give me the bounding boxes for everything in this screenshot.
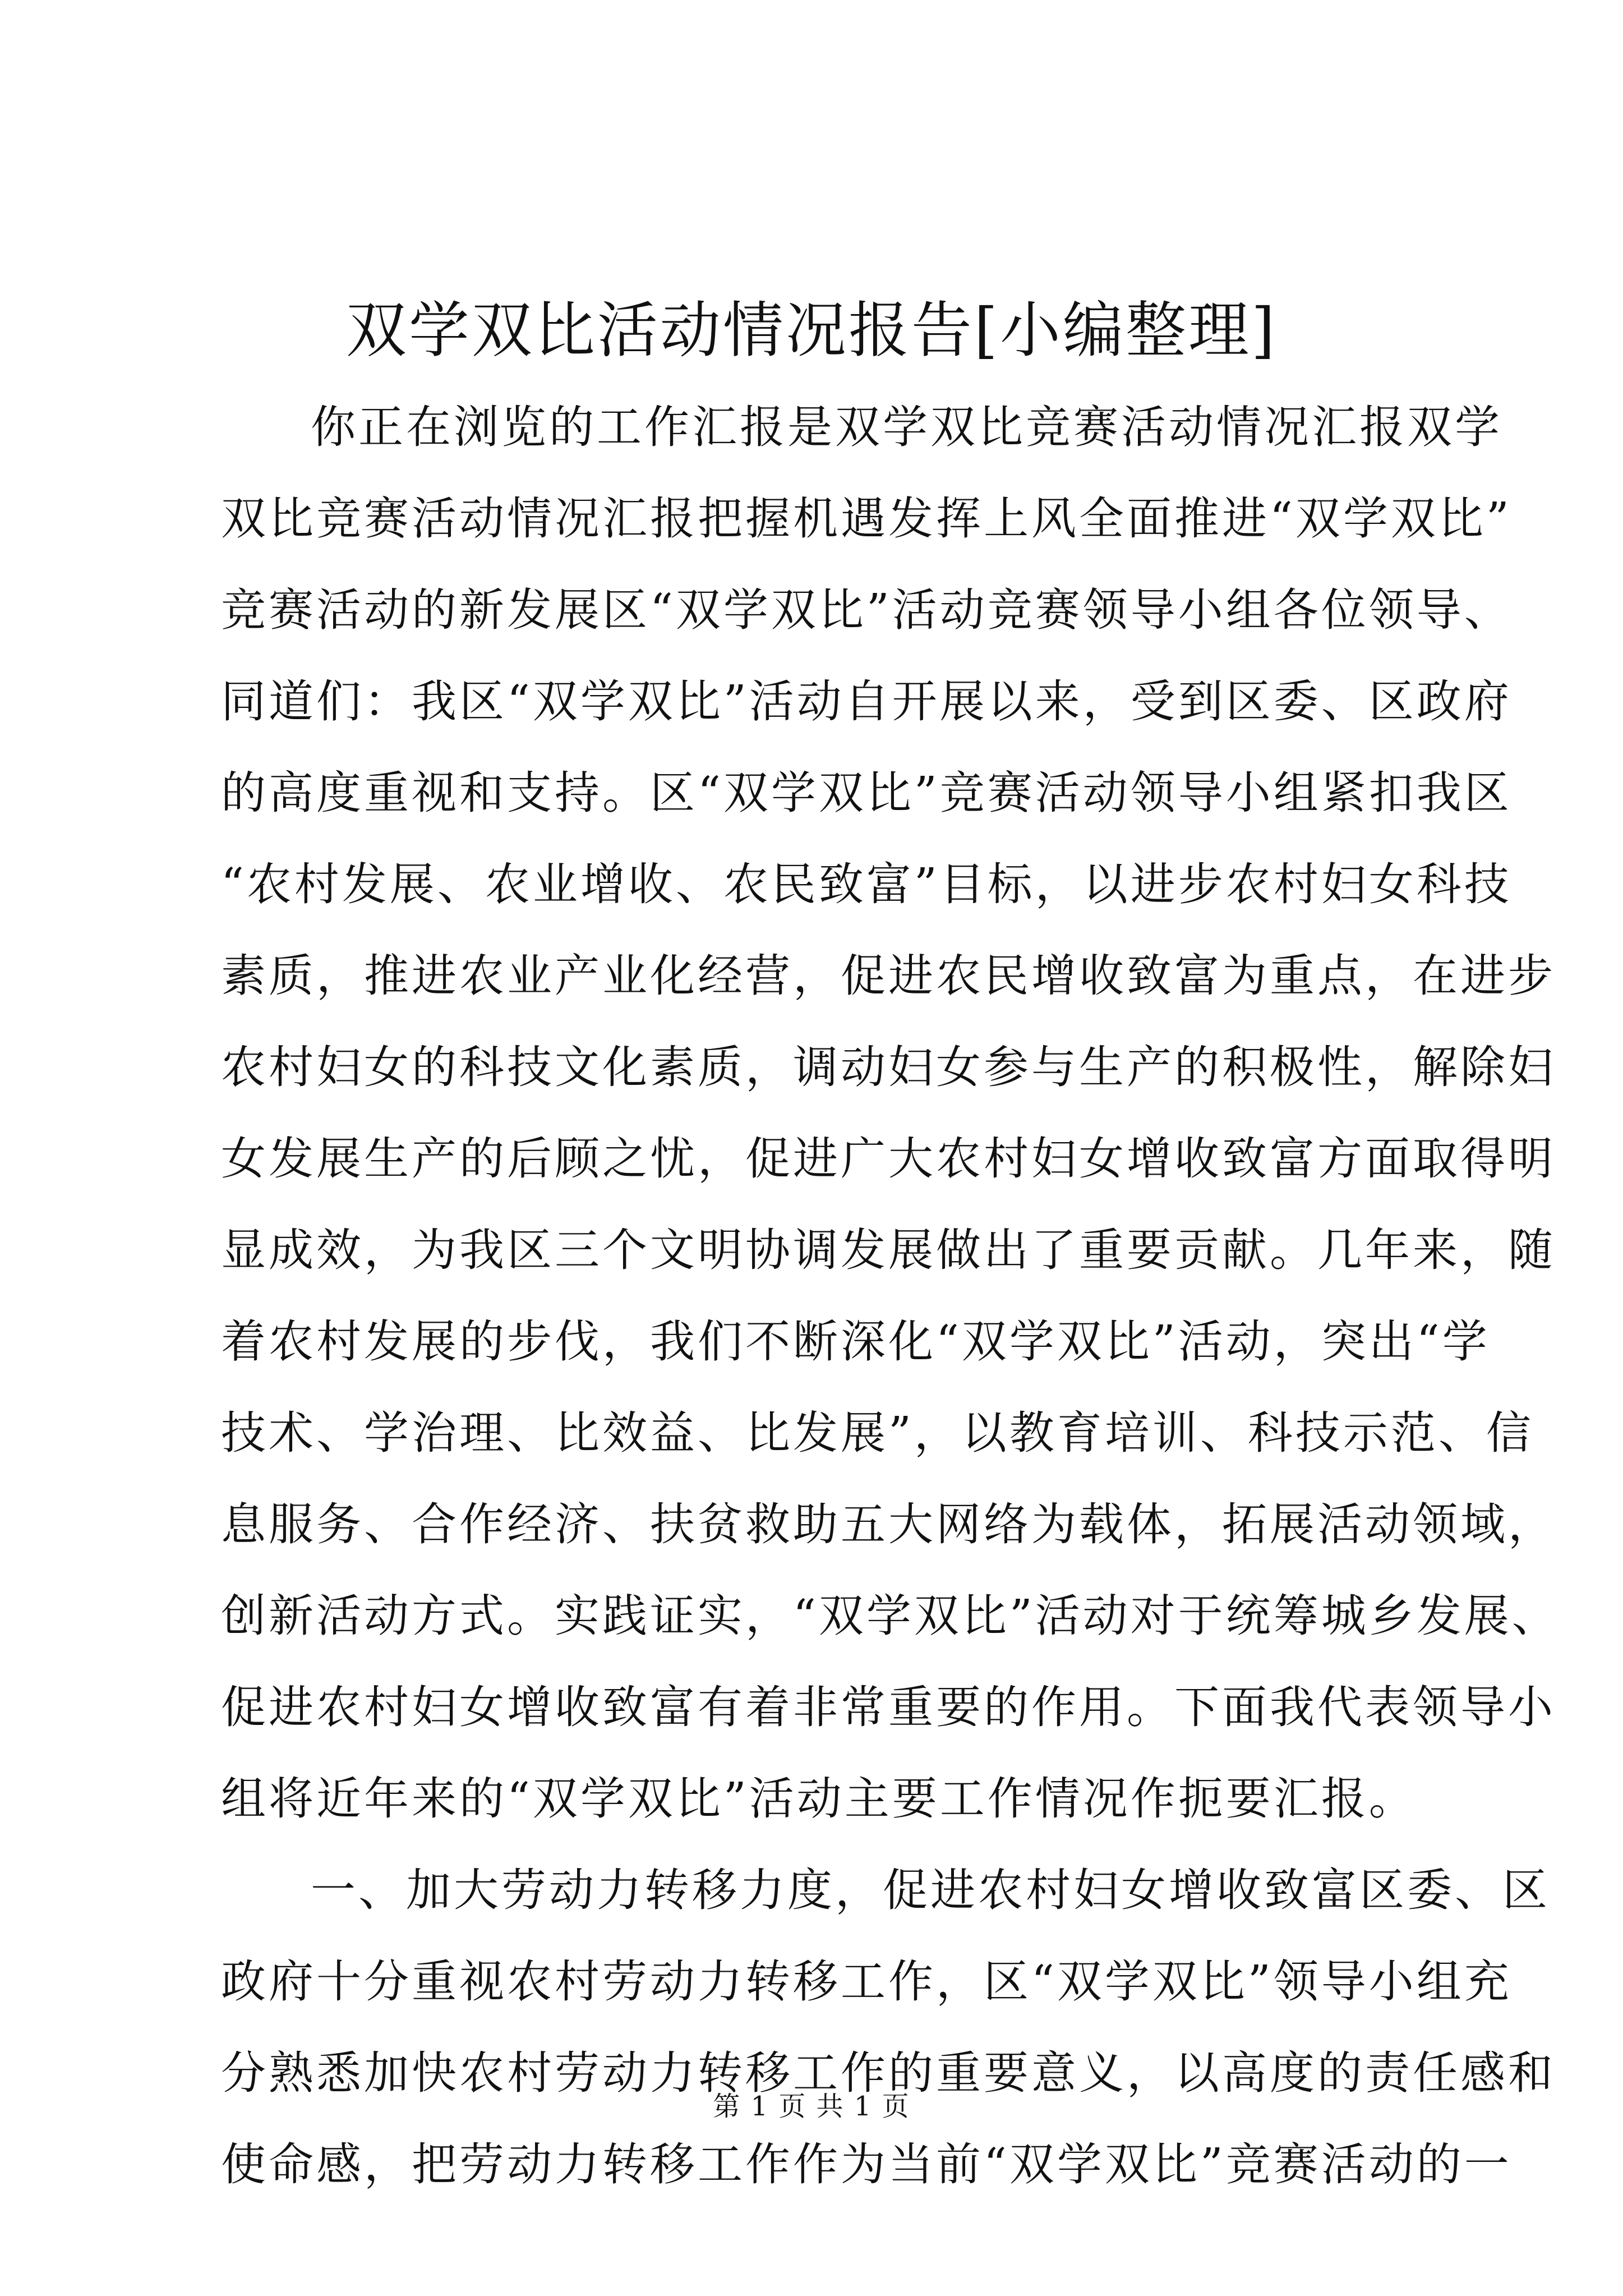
paragraph-1-line-1: 你正在浏览的工作汇报是双学双比竞赛活动情况汇报双学	[311, 401, 1502, 453]
paragraph-1-line-7: 素质，推进农业产业化经营，促进农民增收致富为重点，在进步	[221, 950, 1556, 1002]
paragraph-2-line-2: 政府十分重视农村劳动力转移工作，区“双学双比”领导小组充	[221, 1955, 1512, 2008]
document-body	[221, 381, 1560, 2210]
paragraph-1-line-12: 技术、学治理、比效益、比发展”，以教育培训、科技示范、信	[221, 1407, 1534, 1459]
paragraph-1-line-4: 同道们：我区“双学双比”活动自开展以来，受到区委、区政府	[221, 675, 1512, 728]
paragraph-2-line-1: 一、加大劳动力转移力度，促进农村妇女增收致富区委、区	[311, 1864, 1550, 1916]
paragraph-1-line-6: “农村发展、农业增收、农民致富”目标，以进步农村妇女科技	[221, 858, 1512, 910]
paragraph-1-line-16: 组将近年来的“双学双比”活动主要工作情况作扼要汇报。	[221, 1773, 1417, 1825]
paragraph-1-line-15: 促进农村妇女增收致富有着非常重要的作用。下面我代表领导小	[221, 1681, 1556, 1733]
paragraph-1-line-14: 创新活动方式。实践证实，“双学双比”活动对于统筹城乡发展、	[221, 1590, 1560, 1642]
paragraph-1-line-10: 显成效，为我区三个文明协调发展做出了重要贡献。几年来，随	[221, 1224, 1556, 1276]
paragraph-2-line-3: 分熟悉加快农村劳动力转移工作的重要意义，以高度的责任感和	[221, 2047, 1556, 2099]
paragraph-1-line-8: 农村妇女的科技文化素质，调动妇女参与生产的积极性，解除妇	[221, 1041, 1556, 1093]
paragraph-1-line-11: 着农村发展的步伐，我们不断深化“双学双比”活动，突出“学	[221, 1315, 1490, 1368]
page-footer: 第 1 页 共 1 页	[713, 2091, 910, 2122]
paragraph-1-line-3: 竞赛活动的新发展区“双学双比”活动竞赛领导小组各位领导、	[221, 584, 1512, 636]
paragraph-1-line-9: 女发展生产的后顾之忧，促进广大农村妇女增收致富方面取得明	[221, 1133, 1556, 1185]
paragraph-2-line-4: 使命感，把劳动力转移工作作为当前“双学双比”竞赛活动的一	[221, 2138, 1512, 2191]
paragraph-1-line-2: 双比竞赛活动情况汇报把握机遇发挥上风全面推进“双学双比”	[221, 493, 1512, 545]
paragraph-1-line-5: 的高度重视和支持。区“双学双比”竞赛活动领导小组紧扣我区	[221, 767, 1512, 819]
paragraph-1-line-13: 息服务、合作经济、扶贫救助五大网络为载体，拓展活动领域，	[221, 1498, 1556, 1550]
document-title: 双学双比活动情况报告[小编整理]	[345, 296, 1278, 366]
